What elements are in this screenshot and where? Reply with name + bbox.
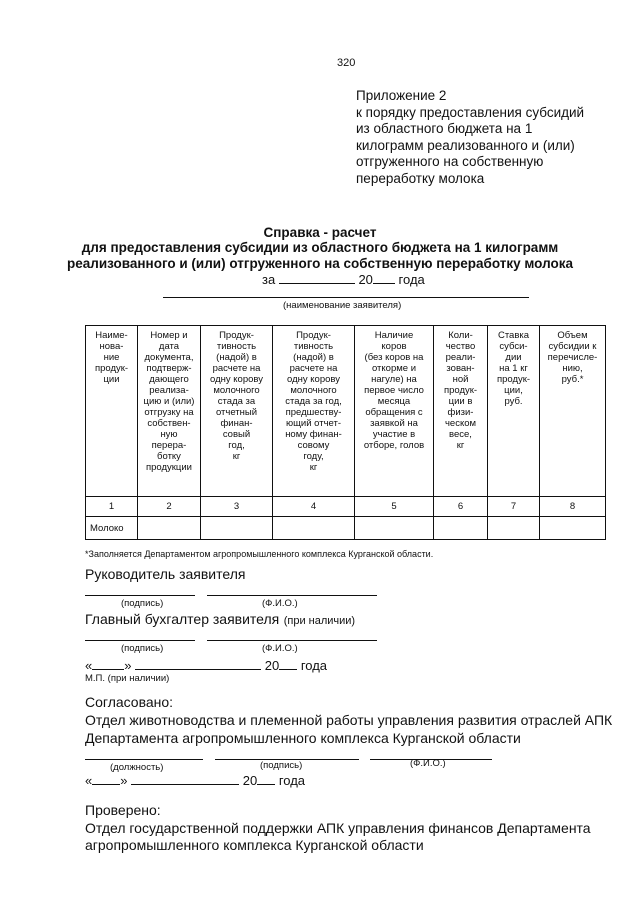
agreed-label: Согласовано:: [85, 694, 174, 710]
date-year-prefix: 20: [242, 773, 258, 788]
document-subtitle-1: для предоставления субсидии из областного бюджета на 1 килограмм: [81, 240, 559, 255]
agreed-signature-caption: (подпись): [260, 760, 303, 771]
agreed-date: [85, 772, 305, 788]
date-open-quote: «: [85, 658, 93, 673]
head-fio-caption: (Ф.И.О.): [262, 598, 298, 609]
checked-line-1: Отдел государственной поддержки АПК управления финансов Департамента: [85, 820, 591, 836]
appendix-line: из областного бюджета на 1: [356, 121, 533, 136]
header-cell: Наличие коров (без коров на откорме и нагуле) на первое число месяца обращения с заявкой на участие в отборе, голов: [355, 326, 434, 497]
header-cell: Продук- тивность (надой) в расчете на одну корову молочного стада за год, предшеству- ющий отчет- ному финан- совому году, кг: [273, 326, 355, 497]
date-open-quote: «: [85, 773, 93, 788]
period-blank: [279, 271, 355, 284]
column-number: 1: [86, 497, 138, 517]
head-signature-line: [85, 595, 195, 596]
agreed-position-line: [85, 759, 203, 760]
table-cell: [488, 517, 540, 540]
column-number: 2: [138, 497, 201, 517]
header-cell: Объем субсидии к перечисле- нию, руб.*: [540, 326, 606, 497]
header-cell: Наиме- нова- ние продук- ции: [86, 326, 138, 497]
footnote: *Заполняется Департаментом агропромышленного комплекса Курганской области.: [85, 549, 434, 559]
table-cell: [434, 517, 488, 540]
period-year-prefix: 20: [358, 272, 373, 287]
appendix-line: отгруженного на собственную: [356, 154, 544, 169]
document-subtitle-2: реализованного и (или) отгруженного на собственную переработку молока: [67, 256, 573, 271]
period-suffix: года: [398, 272, 425, 287]
appendix-line: переработку молока: [356, 170, 485, 186]
accountant-row: [85, 611, 355, 629]
date-year-prefix: 20: [264, 658, 280, 673]
table-cell: [355, 517, 434, 540]
column-number-row: [86, 497, 606, 517]
page-number: 320: [337, 57, 356, 69]
signature-date: [85, 657, 327, 673]
agreed-position-caption: (должность): [110, 762, 164, 773]
table-cell: [201, 517, 273, 540]
column-number: 4: [273, 497, 355, 517]
head-fio-line: [207, 595, 377, 596]
applicant-caption: (наименование заявителя): [283, 300, 402, 311]
appendix-line: к порядку предоставления субсидий: [356, 104, 585, 120]
agreed-line-2: Департамента агропромышленного комплекса Курганской области: [85, 730, 521, 746]
header-cell: Ставка субси- дии на 1 кг продук- ции, руб.: [488, 326, 540, 497]
accountant-fio-caption: (Ф.И.О.): [262, 643, 298, 654]
date-close-quote: »: [124, 658, 132, 673]
checked-line-2: агропромышленного комплекса Курганской области: [85, 837, 424, 853]
accountant-signature-caption: (подпись): [121, 643, 164, 654]
date-year-blank: [279, 657, 297, 670]
agreed-line-1: Отдел животноводства и племенной работы управления развития отраслей АПК: [85, 712, 613, 728]
table-cell: [540, 517, 606, 540]
accountant-label: Главный бухгалтер заявителя: [85, 611, 280, 627]
header-cell: Продук- тивность (надой) в расчете на одну корову молочного стада за отчетный финан- совый год, кг: [201, 326, 273, 497]
date-day-blank: [92, 657, 124, 670]
column-number: 8: [540, 497, 606, 517]
table-header-row: [86, 326, 606, 497]
date-year-blank: [257, 772, 275, 785]
date-year-suffix: года: [300, 658, 328, 673]
accountant-fio-line: [207, 640, 377, 641]
head-label: Руководитель заявителя: [85, 566, 246, 582]
period-prefix: за: [262, 272, 276, 287]
document-title: Справка - расчет: [263, 225, 377, 240]
subsidy-table: [85, 325, 606, 540]
header-cell: Коли- чество реали- зован- ной продук- ции в физи- ческом весе, кг: [434, 326, 488, 497]
applicant-line: [163, 297, 529, 298]
date-month-blank: [131, 772, 239, 785]
appendix-line: Приложение 2: [356, 88, 447, 103]
table-cell: [273, 517, 355, 540]
date-close-quote: »: [120, 773, 128, 788]
head-signature-caption: (подпись): [121, 598, 164, 609]
column-number: 3: [201, 497, 273, 517]
column-number: 5: [355, 497, 434, 517]
date-year-suffix: года: [278, 773, 306, 788]
checked-label: Проверено:: [85, 802, 161, 818]
date-day-blank: [92, 772, 120, 785]
appendix-block: [356, 88, 626, 187]
stamp-note: М.П. (при наличии): [85, 673, 170, 684]
accountant-if-any: (при наличии): [283, 615, 356, 627]
table-cell: [138, 517, 201, 540]
row-label: Молоко: [86, 517, 138, 540]
column-number: 7: [488, 497, 540, 517]
period-year-blank: [373, 271, 395, 284]
accountant-signature-line: [85, 640, 195, 641]
table-row: [86, 517, 606, 540]
agreed-fio-caption: (Ф.И.О.): [410, 758, 446, 769]
report-period: [262, 271, 425, 287]
header-cell: Номер и дата документа, подтверж- дающего реализа- цию и (или) отгрузку на собствен- ную перера- ботку продукции: [138, 326, 201, 497]
date-month-blank: [135, 657, 261, 670]
appendix-line: килограмм реализованного и (или): [356, 137, 575, 153]
column-number: 6: [434, 497, 488, 517]
